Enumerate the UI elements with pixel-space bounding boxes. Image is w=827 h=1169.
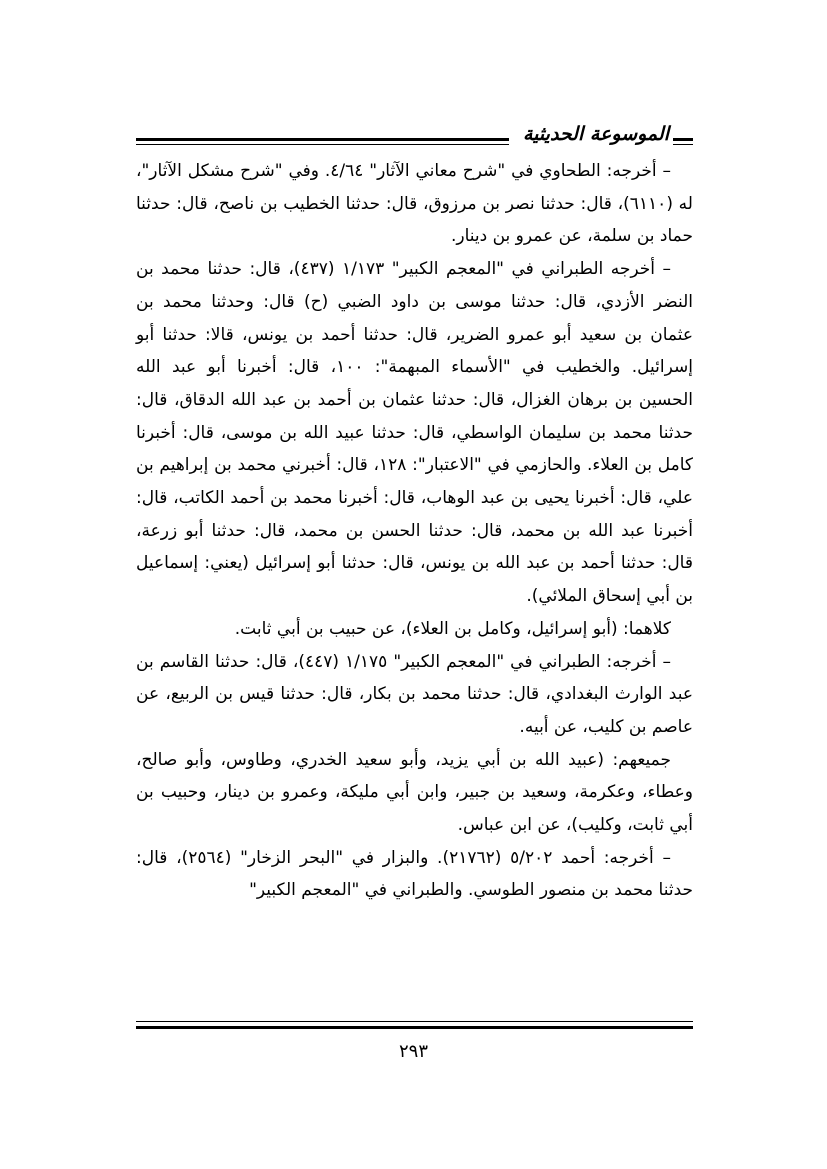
paragraph-3: كلاهما: (أبو إسرائيل، وكامل بن العلاء)، عن حبيب بن أبي ثابت. <box>234 618 671 639</box>
paragraph-6: – أخرجه: أحمد ٥/٢٠٢ (٢١٧٦٢). والبزار في "البحر الزخار" (٢٥٦٤)، قال: حدثنا محمد بن منصور الطوسي. والطبراني في "المعجم الكبير" <box>136 847 693 901</box>
running-header <box>136 123 693 153</box>
paragraph-5: جميعهم: (عبيد الله بن أبي يزيد، وأبو سعيد الخدري، وطاوس، وأبو صالح، وعطاء، وعكرمة، وسعيد بن جبير، وابن أبي مليكة، وعمرو بن دينار، وحبيب بن أبي ثابت، وكليب)، عن ابن عباس. <box>136 749 693 836</box>
paragraph-1: – أخرجه: الطحاوي في "شرح معاني الآثار" ٤/٦٤. وفي "شرح مشكل الآثار"، له (٦١١٠)، قال: حدثنا نصر بن مرزوق، قال: حدثنا الخطيب بن ناصح، قال: حدثنا حماد بن سلمة، عن عمرو بن دينار. <box>136 161 693 247</box>
paragraph-2: – أخرجه الطبراني في "المعجم الكبير" ١/١٧٣ (٤٣٧)، قال: حدثنا محمد بن النضر الأزدي، قال: حدثنا موسى بن داود الضبي (ح) قال: وحدثنا محمد بن عثمان بن سعيد أبو عمرو الضرير، قال: حدثنا أحمد بن يونس، قالا: حدثنا أبو إسرائيل. والخطيب في "الأسماء المبهمة": ١٠٠، قال: أخبرنا أبو عبد الله الحسين بن برهان الغزال، قال: حدثنا عثمان بن أحمد بن عبد الله الدقاق، قال: حدثنا محمد بن سليمان الواسطي، قال: حدثنا عبيد الله بن موسى، قال: أخبرنا كامل بن العلاء. والحازمي في "الاعتبار": ١٢٨، قال: أخبرني محمد بن إبراهيم بن علي، قال: أخبرنا يحيى بن عبد الوهاب، قال: أخبرنا محمد بن أحمد الكاتب، قال: أخبرنا عبد الله بن محمد، قال: حدثنا الحسن بن محمد، قال: حدثنا أبو زرعة، قال: حدثنا أحمد بن عبد الله بن يونس، قال: حدثنا أبو إسرائيل (يعني: إسماعيل بن أبي إسحاق الملائي). <box>136 259 693 607</box>
page-number: ٢٩٣ <box>398 1041 428 1062</box>
header-title: الموسوعة الحديثية <box>523 123 669 145</box>
body-text <box>136 155 693 907</box>
paragraph-4: – أخرجه: الطبراني في "المعجم الكبير" ١/١٧٥ (٤٤٧)، قال: حدثنا القاسم بن عبد الوارث البغدادي، قال: حدثنا محمد بن بكار، قال: حدثنا قيس بن الربيع، عن عاصم بن كليب، عن أبيه. <box>136 651 693 737</box>
